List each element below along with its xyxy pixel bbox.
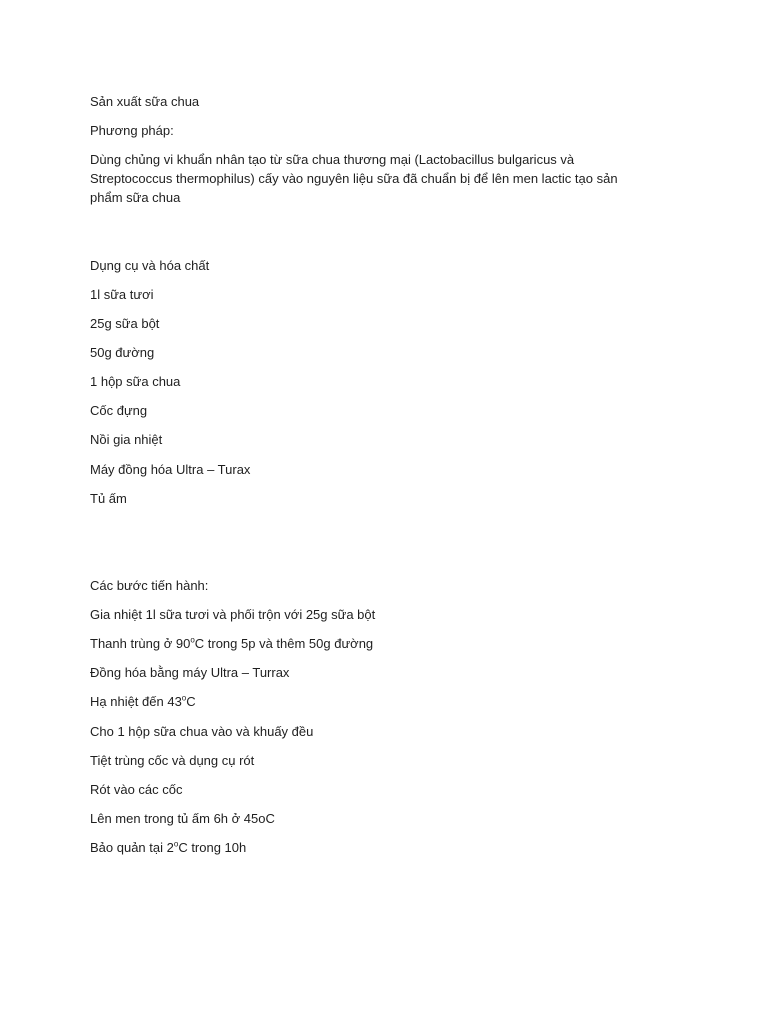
step-item: Tiệt trùng cốc và dụng cụ rót bbox=[90, 753, 255, 768]
material-item: Cốc đựng bbox=[90, 403, 148, 418]
steps-heading: Các bước tiến hành: bbox=[90, 578, 209, 593]
step-item: Thanh trùng ở 90$^o$C trong 5p và thêm 50g đường bbox=[90, 635, 374, 651]
material-item: Nồi gia nhiệt bbox=[90, 432, 163, 447]
material-item: Máy đồng hóa Ultra – Turax bbox=[90, 462, 251, 477]
document-title: Sản xuất sữa chua bbox=[90, 94, 200, 109]
step-item: Rót vào các cốc bbox=[90, 782, 183, 797]
material-item: 1 hộp sữa chua bbox=[90, 374, 181, 389]
method-text: Dùng chủng vi khuẩn nhân tạo từ sữa chua thương mại (Lactobacillus bulgaricus và Streptococcus thermophilus) cấy vào nguyên liệu sữa đã chuẩn bị để lên men lactic tạo sản phẩm sữa chua bbox=[90, 152, 618, 205]
step-item: Cho 1 hộp sữa chua vào và khuấy đều bbox=[90, 724, 314, 739]
method-heading: Phương pháp: bbox=[90, 123, 174, 138]
material-item: 25g sữa bột bbox=[90, 316, 160, 331]
material-item: 50g đường bbox=[90, 345, 155, 360]
step-item: Đồng hóa bằng máy Ultra – Turrax bbox=[90, 665, 290, 680]
step-item: Hạ nhiệt đến 43$^o$C bbox=[90, 693, 196, 709]
material-item: Tủ ấm bbox=[90, 491, 127, 506]
materials-heading: Dụng cụ và hóa chất bbox=[90, 258, 210, 273]
step-item: Gia nhiệt 1l sữa tươi và phối trộn với 25g sữa bột bbox=[90, 607, 376, 622]
step-item: Bảo quản tại 2$^o$C trong 10h bbox=[90, 839, 247, 855]
step-item: Lên men trong tủ ấm 6h ở 45oC bbox=[90, 811, 275, 826]
material-item: 1l sữa tươi bbox=[90, 287, 154, 302]
